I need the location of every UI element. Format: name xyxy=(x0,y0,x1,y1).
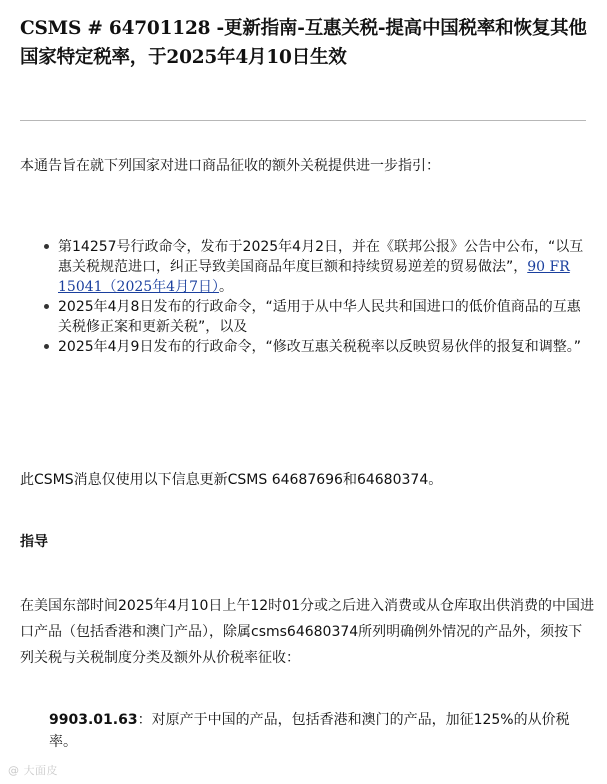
tariff-code: 9903.01.63 xyxy=(49,712,138,728)
tariff-text: ：对原产于中国的产品，包括香港和澳门的产品，加征125%的从价税率。 xyxy=(49,712,570,750)
list-item-text: 第14257号行政命令，发布于2025年4月2日，并在《联邦公报》公告中公布，“以互惠关税规范进口，纠正导致美国商品年度巨额和持续贸易逆差的贸易做法”， xyxy=(58,239,584,275)
bullet-icon xyxy=(44,244,49,249)
list-item xyxy=(58,337,588,357)
divider xyxy=(20,120,586,121)
update-note: 此CSMS消息仅使用以下信息更新CSMS 64687696和64680374。 xyxy=(20,472,443,488)
bullet-icon xyxy=(44,344,49,349)
title-prefix: CSMS # 64701128 - xyxy=(20,18,225,39)
watermark: @ 大面皮 xyxy=(8,764,58,777)
bullet-icon xyxy=(44,304,49,309)
guidance-paragraph: 在美国东部时间2025年4月10日上午12时01分或之后进入消费或从仓库取出供消费的中国进口产品（包括香港和澳门产品），除属csms64680374所列明确例外情况的产品外，须按下列关税与关税制度分类及额外从价税率征收： xyxy=(20,598,594,666)
list-item-suffix: 。 xyxy=(218,279,233,295)
list-item xyxy=(58,237,588,297)
executive-order-list xyxy=(20,237,589,357)
list-item xyxy=(58,297,588,337)
tariff-item xyxy=(49,709,589,753)
list-item-text: 2025年4月8日发布的行政命令，“适用于从中华人民共和国进口的低价值商品的互惠关税修正案和更新关税”，以及 xyxy=(58,299,581,335)
intro-paragraph: 本通告旨在就下列国家对进口商品征收的额外关税提供进一步指引： xyxy=(20,158,440,174)
title-rest: 更新指南-互惠关税-提高中国税率和恢复其他国家特定税率，于2025年4月10日生效 xyxy=(20,18,587,68)
list-item-text: 2025年4月9日发布的行政命令，“修改互惠关税税率以反映贸易伙伴的报复和调整。” xyxy=(58,339,581,355)
page-title xyxy=(20,0,600,72)
guidance-heading: 指导 xyxy=(20,534,48,550)
federal-register-link[interactable]: 90 FR 15041（2025年4月7日） xyxy=(58,259,570,295)
